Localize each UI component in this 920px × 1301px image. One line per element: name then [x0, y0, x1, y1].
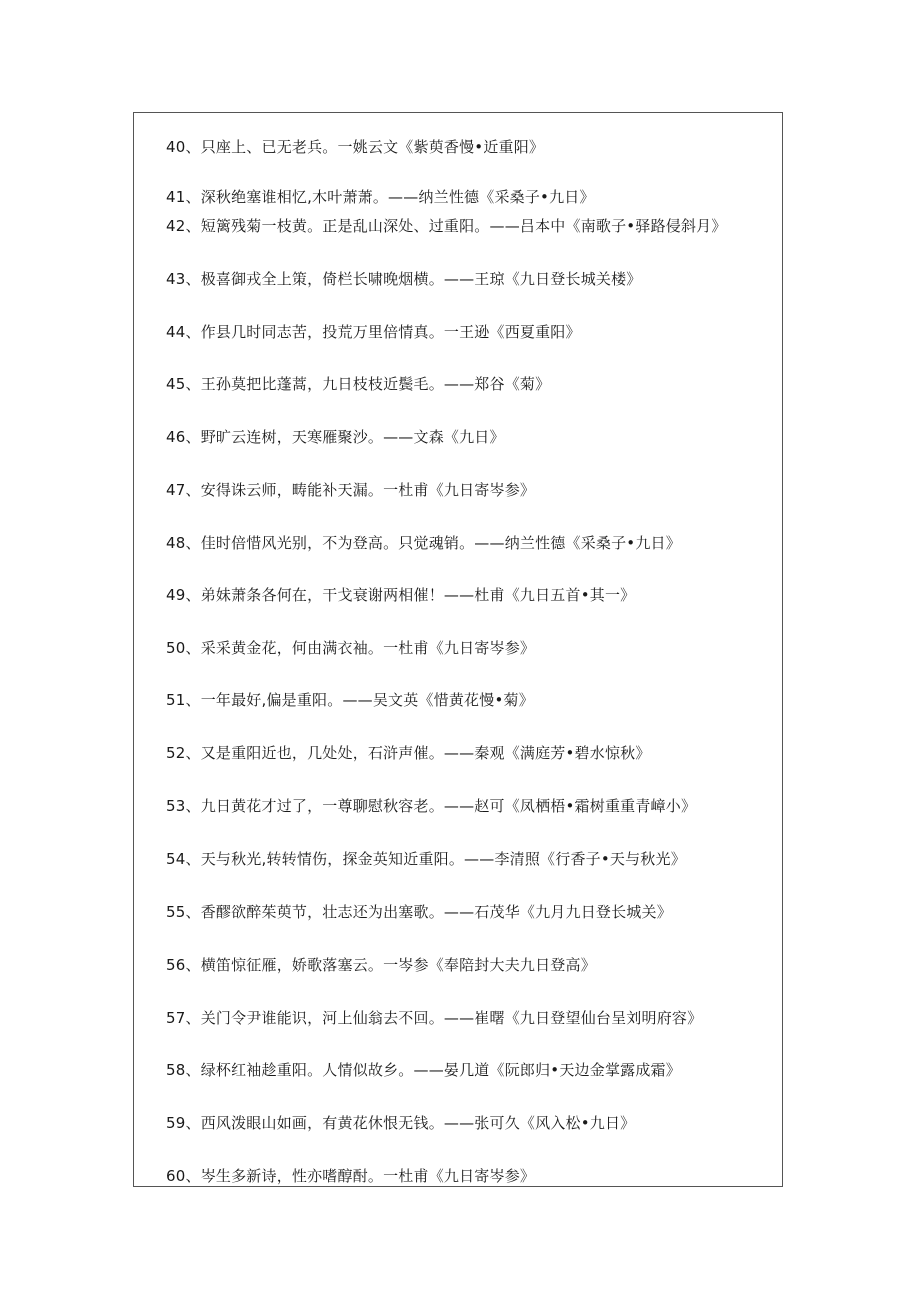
item-text: 只座上、已无老兵。一姚云文《紫萸香慢•近重阳》	[200, 138, 545, 156]
list-item	[166, 137, 544, 157]
list-item	[166, 480, 535, 500]
item-text: 又是重阳近也，几处处，石浒声催。——秦观《满庭芳•碧水惊秋》	[200, 744, 651, 762]
item-number: 41、	[166, 188, 201, 206]
item-number: 53、	[166, 797, 201, 815]
list-item	[166, 690, 534, 710]
item-number: 54、	[166, 850, 201, 868]
list-item	[166, 585, 635, 605]
list-item	[166, 427, 505, 447]
list-item	[166, 216, 727, 236]
item-number: 58、	[166, 1061, 201, 1079]
item-text: 王孙莫把比蓬蒿，九日枝枝近鬓毛。——郑谷《菊》	[200, 375, 551, 393]
item-text: 短篱残菊一枝黄。正是乱山深处、过重阳。——吕本中《南歌子•驿路侵斜月》	[200, 217, 727, 235]
item-number: 49、	[166, 586, 201, 604]
item-text: 一年最好,偏是重阳。——吴文英《惜黄花慢•菊》	[200, 691, 534, 709]
list-item	[166, 1060, 681, 1080]
list-item	[166, 374, 550, 394]
list-item	[166, 955, 596, 975]
item-number: 43、	[166, 270, 201, 288]
list-item	[166, 322, 581, 342]
list-item	[166, 796, 696, 816]
item-number: 55、	[166, 903, 201, 921]
list-item	[166, 533, 681, 553]
item-text: 关门令尹谁能识，河上仙翁去不回。——崔曙《九日登望仙台呈刘明府容》	[200, 1009, 703, 1027]
item-text: 安得诛云师，畴能补天漏。一杜甫《九日寄岑参》	[200, 481, 536, 499]
item-text: 采采黄金花，何由满衣袖。一杜甫《九日寄岑参》	[200, 639, 536, 657]
item-text: 野旷云连树，天寒雁聚沙。——文森《九日》	[200, 428, 505, 446]
item-text: 香醪欲醉茱萸节，壮志还为出塞歌。——石茂华《九月九日登长城关》	[200, 903, 672, 921]
list-item	[166, 1008, 702, 1028]
item-number: 45、	[166, 375, 201, 393]
item-text: 绿杯红袖趁重阳。人情似故乡。——晏几道《阮郎归•天边金掌露成霜》	[200, 1061, 681, 1079]
list-item	[166, 269, 642, 289]
list-item	[166, 1166, 535, 1186]
item-text: 西风泼眼山如画，有黄花休恨无钱。——张可久《风入松•九日》	[200, 1114, 636, 1132]
item-text: 深秋绝塞谁相忆,木叶萧萧。——纳兰性德《采桑子•九日》	[200, 188, 595, 206]
list-item	[166, 902, 672, 922]
item-text: 佳时倍惜风光别，不为登高。只觉魂销。——纳兰性德《采桑子•九日》	[200, 534, 681, 552]
item-text: 天与秋光,转转情伤，探金英知近重阳。——李清照《行香子•天与秋光》	[200, 850, 686, 868]
item-number: 48、	[166, 534, 201, 552]
item-text: 极喜御戎全上策，倚栏长啸晚烟横。——王琼《九日登长城关楼》	[200, 270, 642, 288]
item-number: 40、	[166, 138, 201, 156]
item-number: 42、	[166, 217, 201, 235]
item-number: 51、	[166, 691, 201, 709]
item-number: 60、	[166, 1167, 201, 1185]
list-item	[166, 743, 651, 763]
item-number: 46、	[166, 428, 201, 446]
item-number: 57、	[166, 1009, 201, 1027]
item-text: 九日黄花才过了，一尊聊慰秋容老。——赵可《凤栖梧•霜树重重青嶂小》	[200, 797, 697, 815]
item-text: 岑生多新诗，性亦嗜醇酎。一杜甫《九日寄岑参》	[200, 1167, 536, 1185]
item-number: 44、	[166, 323, 201, 341]
item-number: 52、	[166, 744, 201, 762]
item-number: 56、	[166, 956, 201, 974]
item-number: 50、	[166, 639, 201, 657]
list-item	[166, 638, 535, 658]
item-number: 59、	[166, 1114, 201, 1132]
list-item	[166, 187, 595, 207]
item-text: 横笛惊征雁，娇歌落塞云。一岑参《奉陪封大夫九日登高》	[200, 956, 596, 974]
item-number: 47、	[166, 481, 201, 499]
list-item	[166, 1113, 635, 1133]
item-text: 弟妹萧条各何在，干戈衰谢两相催！——杜甫《九日五首•其一》	[200, 586, 636, 604]
list-item	[166, 849, 686, 869]
item-text: 作县几时同志苦，投荒万里倍情真。一王逊《西夏重阳》	[200, 323, 581, 341]
